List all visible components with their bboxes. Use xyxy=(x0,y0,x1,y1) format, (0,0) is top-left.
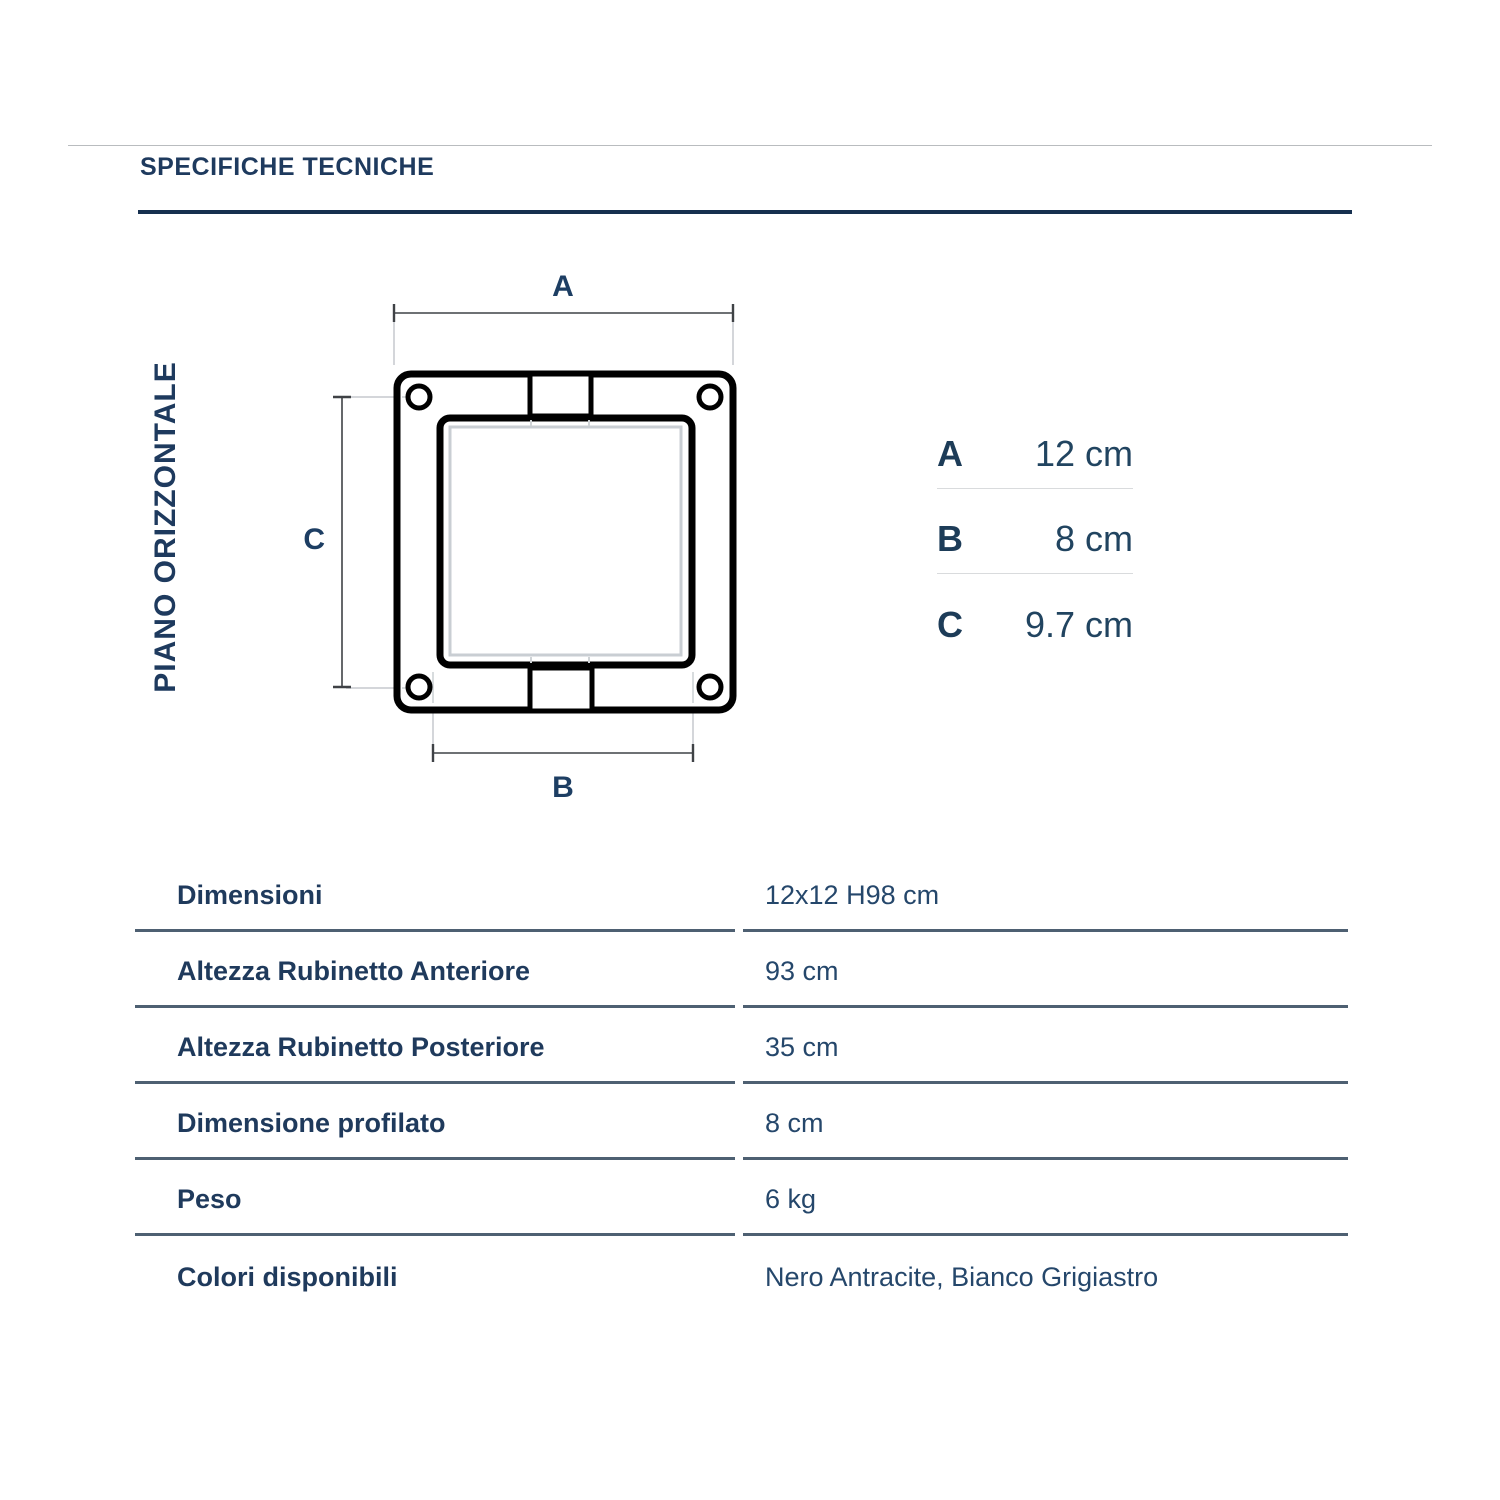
spec-value: 35 cm xyxy=(743,1008,1348,1084)
spec-row-altezza-posteriore xyxy=(135,1008,1348,1084)
dim-label-a: A xyxy=(552,270,574,303)
extension-lines-a xyxy=(394,318,733,365)
dimension-letter: C xyxy=(937,603,963,645)
spec-label: Altezza Rubinetto Posteriore xyxy=(135,1008,735,1084)
title-underline xyxy=(138,210,1352,214)
extension-lines-c xyxy=(346,397,396,688)
bolt-hole-top-right xyxy=(699,386,721,408)
dimension-value: 9.7 cm xyxy=(1024,603,1133,645)
flange-inner-gray-profile xyxy=(450,427,681,655)
spec-row-colori xyxy=(135,1236,1348,1312)
bolt-hole-bottom-right xyxy=(699,676,721,698)
bolt-hole-bottom-left xyxy=(408,676,430,698)
spec-label: Altezza Rubinetto Anteriore xyxy=(135,932,735,1008)
flange-technical-drawing xyxy=(280,255,800,815)
dimension-value: 8 cm xyxy=(1054,518,1133,559)
spec-value: 8 cm xyxy=(743,1084,1348,1160)
bolt-hole-top-left xyxy=(408,386,430,408)
drawing-side-label: PIANO ORIZZONTALE xyxy=(149,361,182,693)
spec-value: Nero Antracite, Bianco Grigiastro xyxy=(765,1261,1159,1292)
dimension-row-c xyxy=(937,574,1133,659)
dimension-letter: B xyxy=(937,518,963,559)
dim-label-c: C xyxy=(303,523,325,556)
dimension-row-a xyxy=(937,404,1133,489)
dimension-letter: A xyxy=(937,433,963,474)
spec-value: 6 kg xyxy=(743,1160,1348,1236)
spec-table xyxy=(135,856,1348,1312)
spec-row-dimensione-profilato xyxy=(135,1084,1348,1160)
spec-label: Peso xyxy=(135,1160,735,1236)
dim-label-b: B xyxy=(552,771,574,804)
dimension-row-b xyxy=(937,489,1133,574)
page-title: SPECIFICHE TECNICHE xyxy=(140,153,435,181)
dimension-value-table xyxy=(937,404,1133,659)
top-hairline xyxy=(68,145,1432,146)
dimension-value: 12 cm xyxy=(1034,433,1133,474)
spec-label: Dimensioni xyxy=(135,856,735,932)
top-tab xyxy=(530,374,591,416)
spec-row-peso xyxy=(135,1160,1348,1236)
spec-value: 12x12 H98 cm xyxy=(743,856,1348,932)
spec-row-altezza-anteriore xyxy=(135,932,1348,1008)
spec-value: 93 cm xyxy=(743,932,1348,1008)
spec-label: Colori disponibili xyxy=(177,1261,398,1292)
spec-label: Dimensione profilato xyxy=(135,1084,735,1160)
bottom-tab xyxy=(530,668,592,711)
spec-row-dimensioni xyxy=(135,856,1348,932)
